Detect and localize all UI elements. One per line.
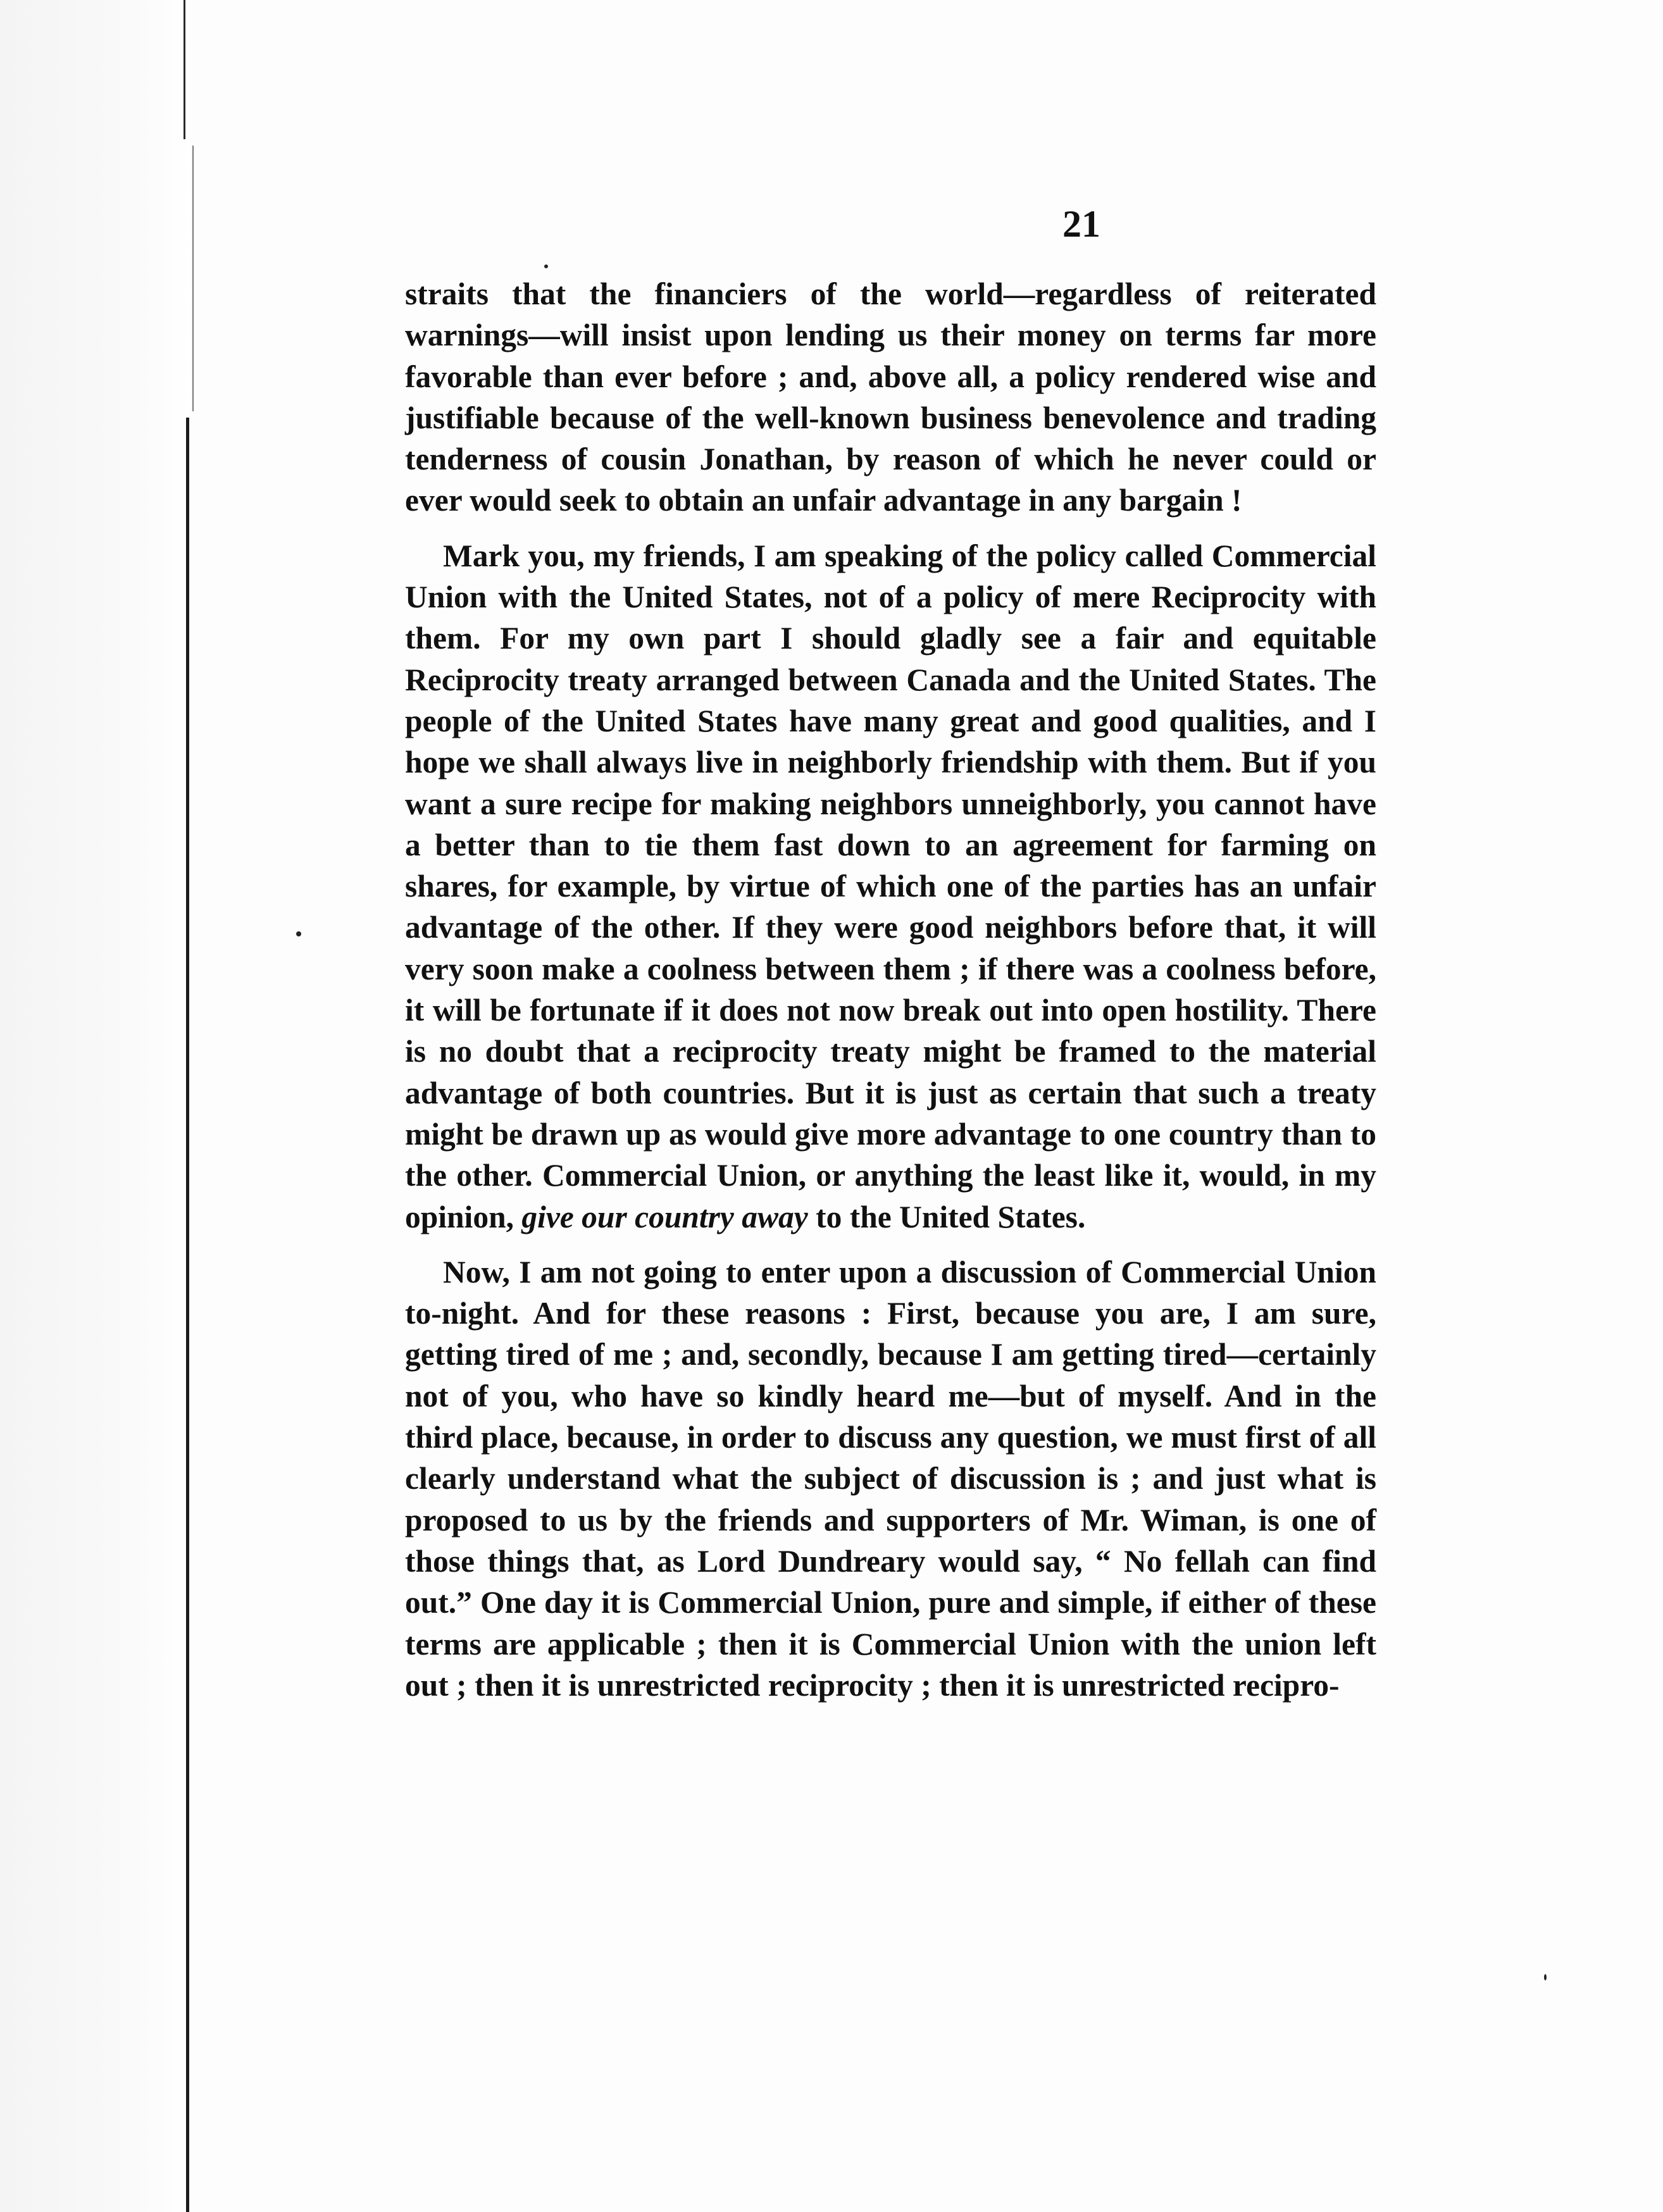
body-text [405,273,1376,1720]
binding-gutter [0,0,190,2212]
paragraph-2-text: Mark you, my friends, I am speaking of the policy called Commercial Union with the United States, not of a policy of mere Reciprocity with them. For my own part I should gladly see a fair and equitable Reciprocity treaty arranged between Canada and the United States. The people of the United States have many great and good qualities, and I hope we shall always live in neighborly friendship with them. But if you want a sure recipe for making neighbors unneighborly, you cannot have a better than to tie them fast down to an agreement for farming on shares, for example, by virtue of which one of the parties has an unfair advantage of the other. If they were good neighbors before that, it will very soon make a coolness between them ; if there was a coolness before, it will be fortunate if it does not now break out into open hostility. There is no doubt that a reciprocity treaty might be framed to the material advantage of both countries. But it is just as certain that such a treaty might be drawn up as would give more advantage to one country than to the other. Commercial Union, or anything the least like it, would, in my opinion, [405,538,1376,1234]
paragraph-2 [405,535,1376,1238]
binding-edge-line-thin [192,146,194,411]
page-number: 21 [1062,203,1100,245]
paragraph-2-emphasis: give our country away [521,1199,808,1234]
binding-edge-line [184,0,185,139]
scan-speck [544,264,548,268]
paragraph-2-text-end: to the United States. [816,1199,1086,1234]
scan-speck [1544,1974,1547,1980]
paragraph-1 [405,273,1376,521]
paragraph-1-text: straits that the financiers of the world—regardless of reiterated warnings—will insist upon lending us their money on terms far more favorable than ever before ; and, above all, a policy rendered wise and justifiable because of the well-known business benevolence and trading tenderness of cousin Jonathan, by reason of which he never could or ever would seek to obtain an unfair advantage in any bargain ! [405,276,1376,518]
scan-speck [296,931,301,936]
paragraph-3 [405,1252,1376,1706]
paragraph-3-text: Now, I am not going to enter upon a discussion of Commercial Union to-night. And for these reasons : First, because you are, I am sure, getting tired of me ; and, secondly, because I am getting tired—certainly not of you, who have so kindly heard me—but of myself. And in the third place, because, in order to discuss any question, we must first of all clearly understand what the subject of discussion is ; and just what is proposed to us by the friends and supporters of Mr. Wiman, is one of those things that, as Lord Dundreary would say, “ No fellah can find out.” One day it is Commercial Union, pure and simple, if either of these terms are applicable ; then it is Commercial Union with the union left out ; then it is unrestricted reciprocity ; then it is unrestricted recipro- [405,1254,1376,1703]
binding-edge-line-main [186,418,189,2212]
